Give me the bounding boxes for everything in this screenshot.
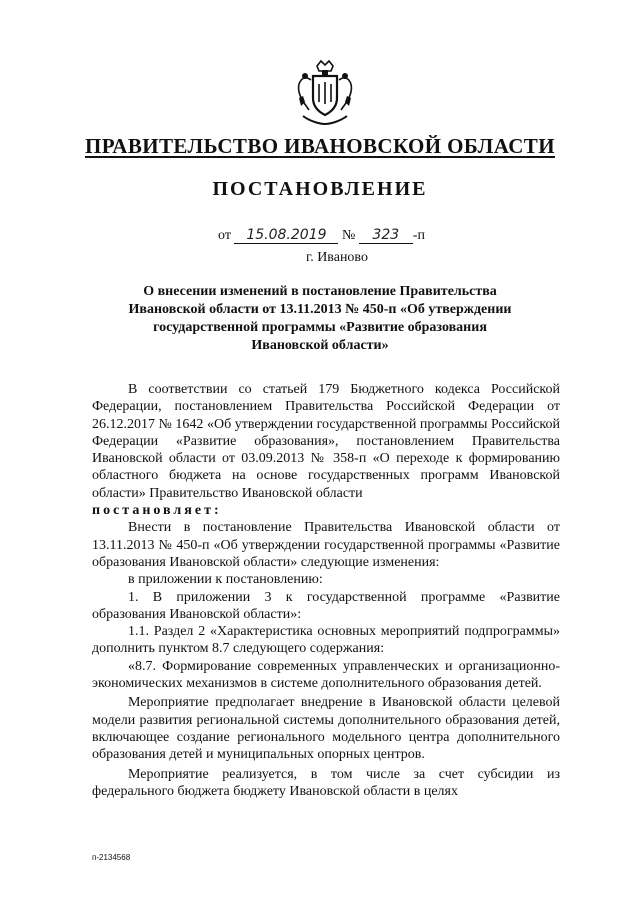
paragraph-item-8-7: «8.7. Формирование современных управленческих и организационно-экономических механизмов в системе дополнительного образования детей.: [92, 658, 560, 692]
number-suffix: -п: [412, 228, 425, 243]
document-type: ПОСТАНОВЛЕНИЕ: [212, 178, 428, 200]
document-body: [92, 381, 560, 800]
paragraph-item-1: 1. В приложении 3 к государственной программе «Развитие образования Ивановской области»:: [92, 589, 560, 622]
date-number-line: [218, 227, 425, 244]
document-number: 323: [359, 227, 413, 244]
from-label: от: [218, 228, 231, 243]
paragraph-preamble: [92, 381, 560, 502]
number-label: №: [341, 228, 356, 243]
footer-code: п-2134568: [92, 853, 131, 862]
preamble-text: В соответствии со статьей 179 Бюджетного кодекса Российской Федерации, постановлением Правительства Российской Федерации от 26.12.2017 № 1642 «Об утверждении государственной программы Российской Федерации «Развитие образования», постановлением Правительства Ивановской области от 03.09.2013 № 358-п «О переходе к формированию областного бюджета на основе государственных программ Ивановской области» Правительство Ивановской области: [92, 382, 560, 501]
paragraph-resolve: [92, 502, 560, 519]
paragraph-measure-funding: Мероприятие реализуется, в том числе за счет субсидии из федерального бюджета бюджету Ивановской области в целях: [92, 766, 560, 799]
resolve-word: постановляет:: [92, 503, 222, 519]
document-date: 15.08.2019: [234, 227, 338, 244]
paragraph-amend: Внести в постановление Правительства Ивановской области от 13.11.2013 № 450-п «Об утверждении государственной программы «Развитие образования Ивановской области» следующие изменения:: [92, 520, 560, 570]
organization-name: ПРАВИТЕЛЬСТВО ИВАНОВСКОЙ ОБЛАСТИ: [85, 134, 555, 158]
city: г. Иваново: [306, 250, 368, 265]
coat-of-arms-icon: [293, 58, 357, 126]
paragraph-measure-description: Мероприятие предполагает внедрение в Ивановской области целевой модели развития региональной системы дополнительного образования детей, включающее создание регионального модельного центра дополнительного образования детей и муниципальных опорных центров.: [92, 695, 560, 763]
document-title: О внесении изменений в постановление Правительства Ивановской области от 13.11.2013 № 450-п «Об утверждении государственной программы «Развитие образования Ивановской области»: [128, 284, 512, 353]
paragraph-annex: в приложении к постановлению:: [128, 572, 323, 588]
paragraph-item-1-1: 1.1. Раздел 2 «Характеристика основных мероприятий подпрограммы» дополнить пунктом 8.7 следующего содержания:: [92, 624, 560, 657]
